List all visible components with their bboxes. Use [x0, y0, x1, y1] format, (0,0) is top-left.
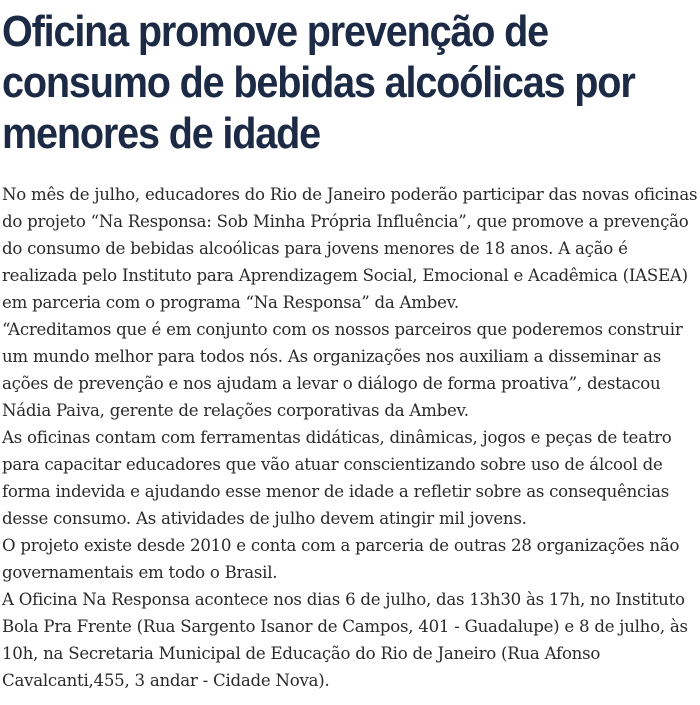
article-paragraph-quote: “Acreditamos que é em conjunto com os nossos parceiros que poderemos construir um mundo melhor para todos nós. As organizações nos auxiliam a disseminar as ações de prevenção e nos ajudam a levar o diálogo de forma proativa”, destacou Nádia Paiva, gerente de relações corporativas da Ambev.	[2, 320, 683, 420]
article-body	[2, 181, 700, 694]
article-headline: Oficina promove prevenção de consumo de bebidas alcoólicas por menores de idade	[2, 7, 635, 158]
article-paragraph-schedule: A Oficina Na Responsa acontece nos dias 6 de julho, das 13h30 às 17h, no Instituto Bola Pra Frente (Rua Sargento Isanor de Campos, 401 - Guadalupe) e 8 de julho, às 10h, na Secretaria Municipal de Educação do Rio de Janeiro (Rua Afonso Cavalcanti,455, 3 andar - Cidade Nova).	[2, 590, 688, 690]
article-paragraph-workshops: As oficinas contam com ferramentas didáticas, dinâmicas, jogos e peças de teatro para capacitar educadores que vão atuar conscientizando sobre uso de álcool de forma indevida e ajudando esse menor de idade a refletir sobre as consequências desse consumo. As atividades de julho devem atingir mil jovens.	[2, 428, 672, 528]
article-paragraph-intro: No mês de julho, educadores do Rio de Janeiro poderão participar das novas oficinas do projeto “Na Responsa: Sob Minha Própria Influência”, que promove a prevenção do consumo de bebidas alcoólicas para jovens menores de 18 anos. A ação é realizada pelo Instituto para Aprendizagem Social, Emocional e Acadêmica (IASEA) em parceria com o programa “Na Responsa” da Ambev.	[2, 185, 698, 312]
news-article	[2, 0, 698, 690]
article-paragraph-history: O projeto existe desde 2010 e conta com a parceria de outras 28 organizações não governamentais em todo o Brasil.	[2, 536, 680, 582]
